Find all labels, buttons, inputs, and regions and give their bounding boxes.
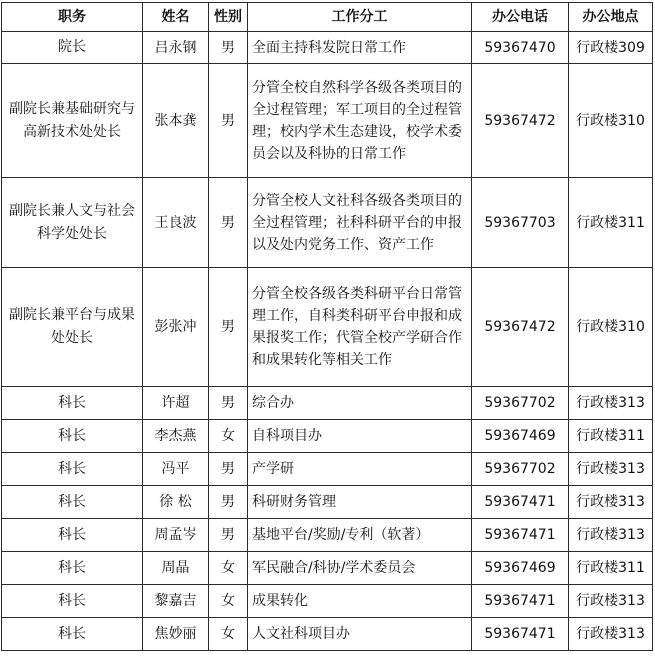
cell-duty: 自科项目办 [248,420,472,453]
cell-name: 冯平 [143,453,209,486]
cell-name: 张本龚 [143,64,209,178]
cell-role: 副院长兼平台与成果处处长 [2,268,143,387]
cell-office: 行政楼311 [569,178,653,268]
cell-office: 行政楼313 [569,618,653,651]
cell-duty: 产学研 [248,453,472,486]
cell-phone: 59367471 [472,585,569,618]
cell-duty: 军民融合/科协/学术委员会 [248,552,472,585]
cell-name: 李杰燕 [143,420,209,453]
header-row [2,3,653,32]
table-row [2,420,653,453]
cell-gender: 男 [209,178,248,268]
cell-office: 行政楼313 [569,387,653,420]
table-row [2,453,653,486]
cell-office: 行政楼310 [569,268,653,387]
cell-gender: 男 [209,32,248,64]
cell-office: 行政楼310 [569,64,653,178]
header-phone: 办公电话 [472,3,569,32]
cell-duty: 科研财务管理 [248,486,472,519]
cell-duty: 分管全校自然科学各级各类项目的全过程管理；军工项目的全过程管理；校内学术生态建设，校学术委员会以及科协的日常工作 [248,64,472,178]
cell-duty: 基地平台/奖励/专利（软著） [248,519,472,552]
table-row [2,32,653,64]
cell-name: 王良波 [143,178,209,268]
cell-gender: 女 [209,420,248,453]
cell-office: 行政楼313 [569,519,653,552]
cell-name: 许超 [143,387,209,420]
cell-office: 行政楼313 [569,486,653,519]
table-row [2,387,653,420]
table-row [2,519,653,552]
cell-gender: 男 [209,64,248,178]
table-row [2,552,653,585]
cell-role: 副院长兼基础研究与高新技术处处长 [2,64,143,178]
cell-role: 科长 [2,387,143,420]
cell-phone: 59367471 [472,519,569,552]
cell-name: 黎嘉吉 [143,585,209,618]
cell-name: 周晶 [143,552,209,585]
cell-office: 行政楼311 [569,552,653,585]
cell-role: 科长 [2,420,143,453]
cell-duty: 人文社科项目办 [248,618,472,651]
cell-role: 科长 [2,585,143,618]
cell-duty: 分管全校各级各类科研平台日常管理工作，自科类科研平台申报和成果报奖工作；代管全校产学研合作和成果转化等相关工作 [248,268,472,387]
cell-phone: 59367702 [472,453,569,486]
header-name: 姓名 [143,3,209,32]
cell-phone: 59367703 [472,178,569,268]
cell-duty: 全面主持科发院日常工作 [248,32,472,64]
header-duty: 工作分工 [248,3,472,32]
cell-gender: 男 [209,387,248,420]
cell-name: 徐 松 [143,486,209,519]
cell-name: 吕永钢 [143,32,209,64]
table-row [2,585,653,618]
cell-gender: 男 [209,453,248,486]
cell-role: 院长 [2,32,143,64]
cell-phone: 59367471 [472,618,569,651]
cell-gender: 男 [209,486,248,519]
staff-table [1,2,653,651]
cell-role: 科长 [2,519,143,552]
table-row [2,486,653,519]
cell-phone: 59367470 [472,32,569,64]
cell-duty: 分管全校人文社科各级各类项目的全过程管理；社科科研平台的申报以及处内党务工作、资产工作 [248,178,472,268]
cell-duty: 综合办 [248,387,472,420]
cell-gender: 男 [209,519,248,552]
cell-gender: 女 [209,552,248,585]
cell-role: 科长 [2,618,143,651]
cell-phone: 59367471 [472,486,569,519]
header-office: 办公地点 [569,3,653,32]
table-row [2,178,653,268]
cell-office: 行政楼309 [569,32,653,64]
cell-gender: 女 [209,585,248,618]
cell-phone: 59367469 [472,552,569,585]
cell-gender: 男 [209,268,248,387]
cell-phone: 59367472 [472,268,569,387]
cell-role: 副院长兼人文与社会科学处处长 [2,178,143,268]
cell-phone: 59367472 [472,64,569,178]
table-row [2,64,653,178]
cell-name: 周孟岑 [143,519,209,552]
table-row [2,268,653,387]
cell-duty: 成果转化 [248,585,472,618]
cell-role: 科长 [2,552,143,585]
header-role: 职务 [2,3,143,32]
cell-office: 行政楼313 [569,585,653,618]
cell-office: 行政楼313 [569,453,653,486]
cell-role: 科长 [2,486,143,519]
cell-name: 彭张冲 [143,268,209,387]
cell-gender: 女 [209,618,248,651]
header-gender: 性别 [209,3,248,32]
cell-phone: 59367469 [472,420,569,453]
cell-phone: 59367702 [472,387,569,420]
cell-role: 科长 [2,453,143,486]
table-row [2,618,653,651]
cell-office: 行政楼311 [569,420,653,453]
cell-name: 焦妙丽 [143,618,209,651]
